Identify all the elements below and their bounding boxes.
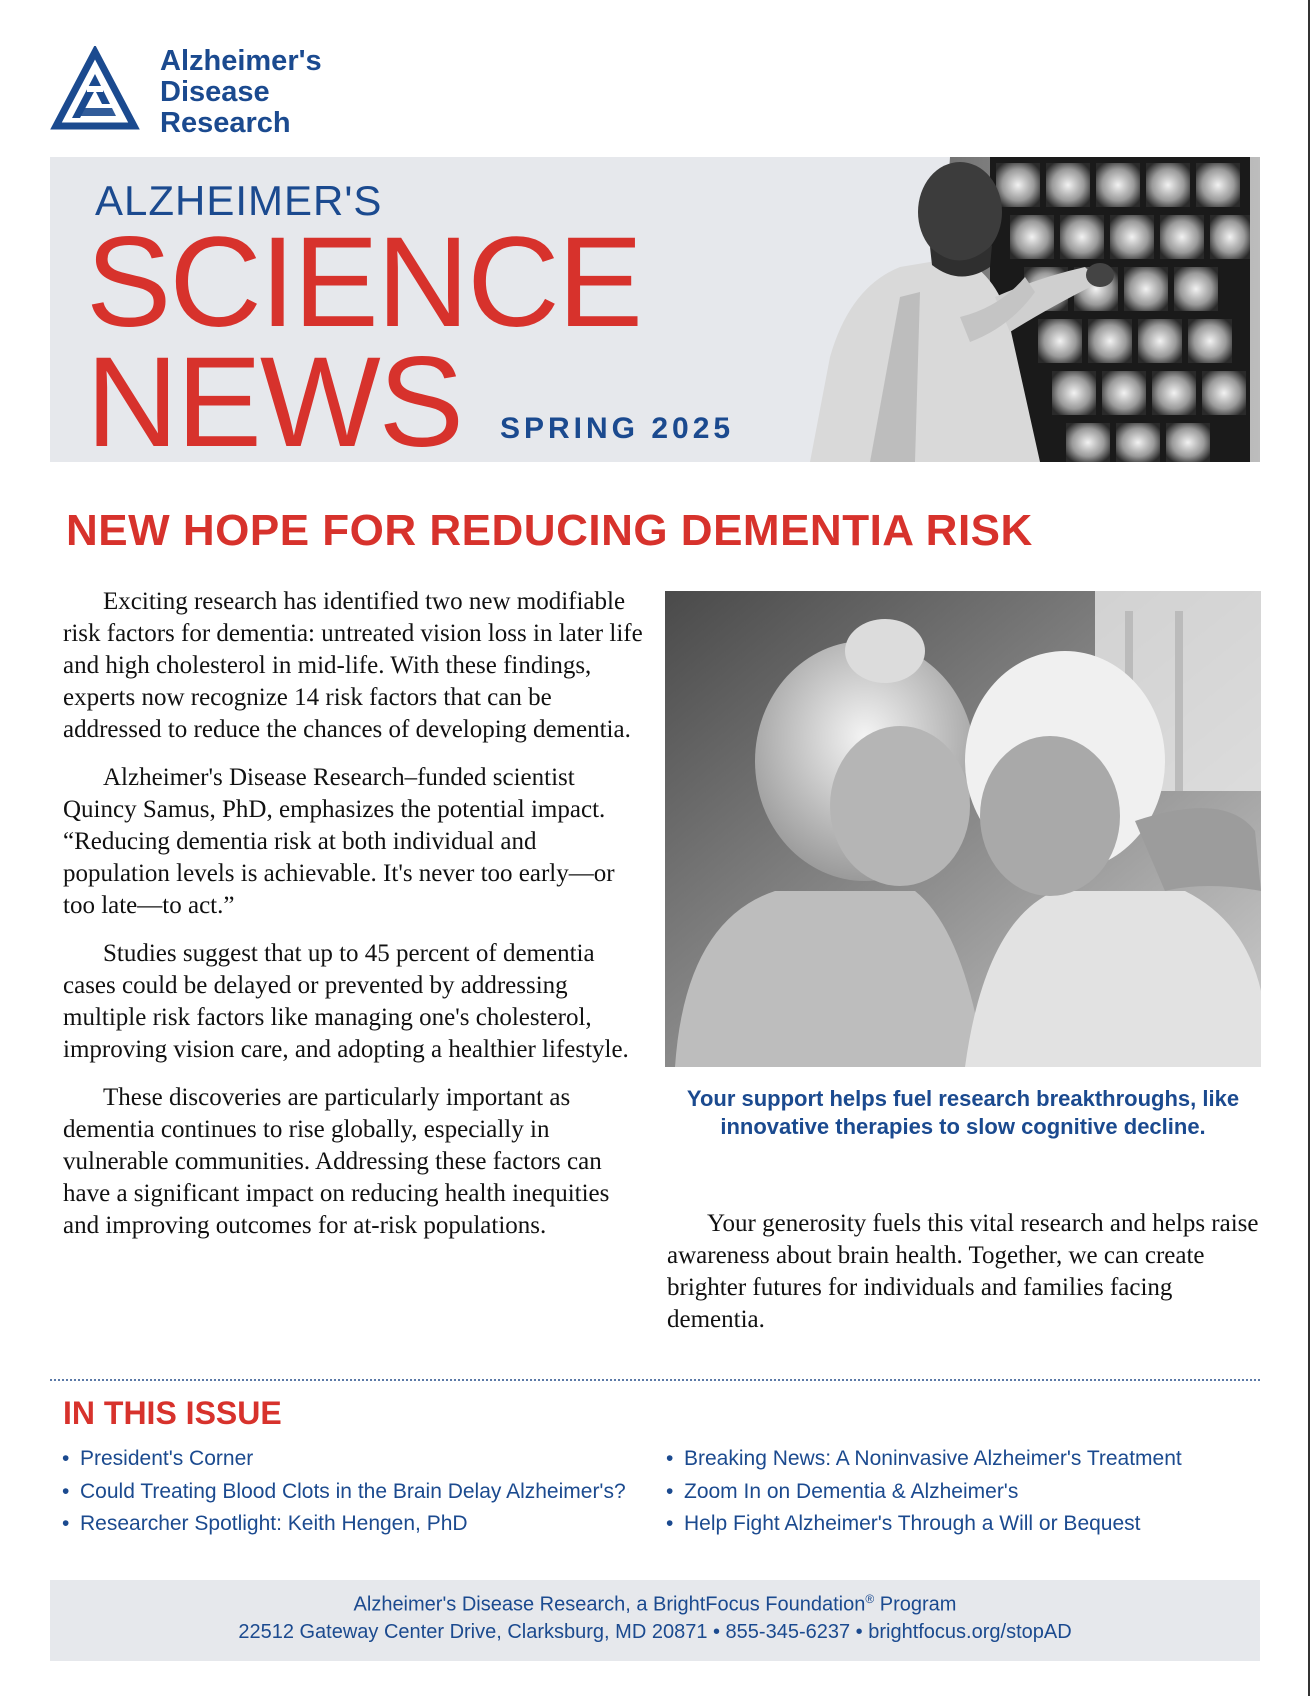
issue-item[interactable]: • Could Treating Blood Clots in the Brain Delay Alzheimer's?: [62, 1476, 626, 1509]
issue-item[interactable]: • Breaking News: A Noninvasive Alzheimer's Treatment: [666, 1443, 1182, 1476]
article-left-column: [63, 586, 643, 1258]
article-headline: NEW HOPE FOR REDUCING DEMENTIA RISK: [66, 506, 1033, 555]
masthead-banner: [50, 157, 1260, 462]
issue-item[interactable]: • Zoom In on Dementia & Alzheimer's: [666, 1476, 1182, 1509]
footer-address-bar: [50, 1580, 1260, 1661]
footer-contact-line[interactable]: 22512 Gateway Center Drive, Clarksburg, MD 20871 • 855-345-6237 • brightfocus.org/stopAD: [238, 1621, 1072, 1643]
triangle-logo-icon: [50, 46, 140, 132]
issue-item[interactable]: • Help Fight Alzheimer's Through a Will or Bequest: [666, 1508, 1182, 1541]
article-right-column: [667, 1208, 1267, 1352]
registered-mark: ®: [865, 1592, 875, 1606]
caregiver-photo: [665, 591, 1261, 1067]
masthead-kicker: ALZHEIMER'S: [95, 177, 383, 224]
issue-list-right: [666, 1443, 1182, 1541]
scientist-scan-photo: [810, 157, 1260, 462]
masthead-title-news: NEWS: [86, 331, 462, 462]
footer-program-suffix: Program: [874, 1593, 957, 1616]
section-divider: [50, 1379, 1260, 1381]
issue-list-left: [62, 1443, 626, 1541]
issue-season: SPRING 2025: [500, 412, 735, 445]
in-this-issue-heading: IN THIS ISSUE: [63, 1395, 282, 1431]
logo-line-3: Research: [160, 107, 291, 139]
adr-logo: [50, 46, 370, 141]
article-paragraph: Exciting research has identified two new modifiable risk factors for dementia: untreated vision loss in later life and high cholesterol in mid-life. With these findings, experts now recognize 14 risk factors that can be addressed to reduce the chances of developing dementia.: [63, 588, 643, 743]
masthead-title-science: SCIENCE: [86, 211, 641, 354]
photo-caption: Your support helps fuel research breakthroughs, like innovative therapies to slow cognitive decline.: [686, 1086, 1240, 1139]
footer-program-line: [50, 1592, 1260, 1617]
logo-line-2: Disease: [160, 76, 270, 108]
footer-program-name: Alzheimer's Disease Research, a BrightFocus Foundation: [353, 1593, 866, 1616]
article-closing-paragraph: Your generosity fuels this vital research and helps raise awareness about brain health. Together, we can create brighter futures for individuals and families facing dementia.: [667, 1210, 1259, 1333]
issue-item[interactable]: • President's Corner: [62, 1443, 626, 1476]
article-paragraph: Alzheimer's Disease Research–funded scientist Quincy Samus, PhD, emphasizes the potential impact. “Reducing dementia risk at both individual and population levels is achievable. It's never too early—or too late—to act.”: [63, 764, 615, 919]
article-paragraph: Studies suggest that up to 45 percent of dementia cases could be delayed or prevented by addressing multiple risk factors like managing one's cholesterol, improving vision care, and adopting a healthier lifestyle.: [63, 940, 629, 1063]
article-paragraph: These discoveries are particularly important as dementia continues to rise globally, especially in vulnerable communities. Addressing these factors can have a significant impact on reducing health inequities and improving outcomes for at-risk populations.: [63, 1084, 610, 1239]
logo-line-1: Alzheimer's: [160, 45, 322, 77]
issue-item[interactable]: • Researcher Spotlight: Keith Hengen, PhD: [62, 1508, 626, 1541]
